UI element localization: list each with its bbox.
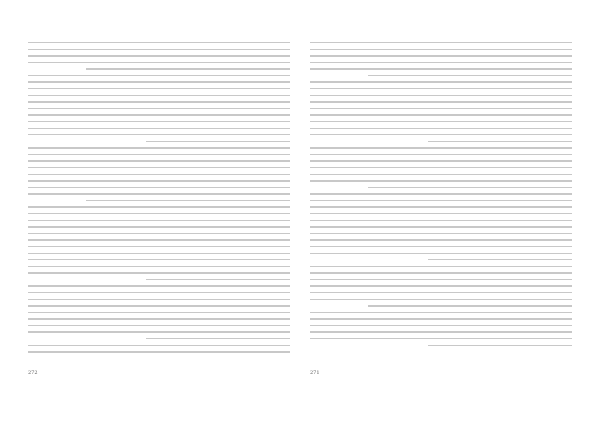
left-page: [28, 40, 290, 420]
left-page-number: 272: [28, 370, 38, 376]
right-page-text: [310, 40, 572, 370]
right-page-number: 271: [310, 370, 320, 376]
left-page-text: [28, 40, 290, 370]
right-page: [310, 40, 572, 420]
